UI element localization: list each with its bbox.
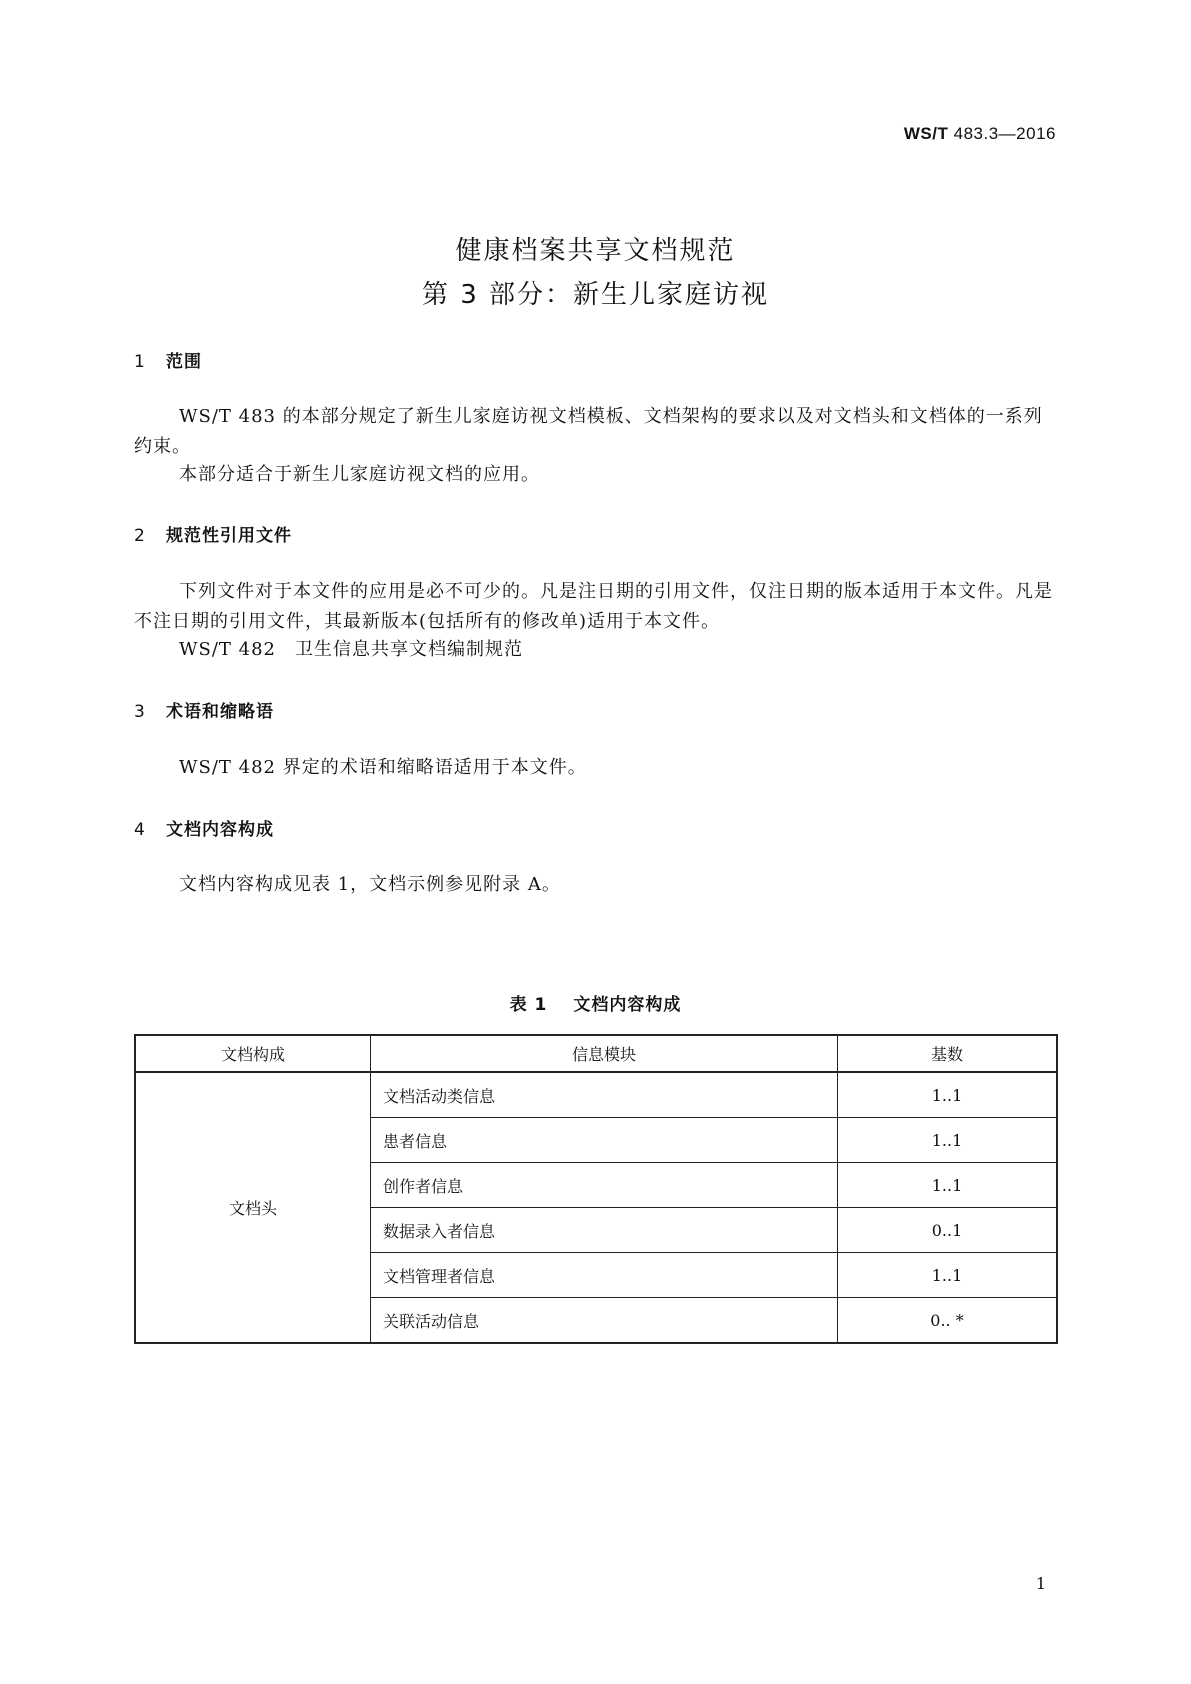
section-1-paragraph-1: WS/T 483 的本部分规定了新生儿家庭访视文档模板、文档架构的要求以及对文档头和文档体的一系列约束。 — [134, 406, 1043, 457]
section-number: 4 — [134, 820, 146, 840]
module-cell: 文档管理者信息 — [371, 1253, 838, 1298]
standard-code — [904, 124, 1056, 144]
section-number: 2 — [134, 526, 146, 546]
section-3-paragraph-1: WS/T 482 界定的术语和缩略语适用于本文件。 — [179, 757, 587, 778]
section-2-heading — [134, 521, 292, 546]
content-structure-table — [134, 1034, 1058, 1344]
cardinality-cell: 1..1 — [838, 1118, 1058, 1163]
section-2-paragraph-1: 下列文件对于本文件的应用是必不可少的。凡是注日期的引用文件，仅注日期的版本适用于本文件。凡是不注日期的引用文件，其最新版本(包括所有的修改单)适用于本文件。 — [134, 581, 1053, 632]
module-cell: 数据录入者信息 — [371, 1208, 838, 1253]
cardinality-cell: 0.. * — [838, 1298, 1058, 1344]
module-cell: 创作者信息 — [371, 1163, 838, 1208]
section-number: 3 — [134, 702, 146, 722]
section-title: 文档内容构成 — [166, 820, 274, 840]
column-header-module: 信息模块 — [371, 1035, 838, 1072]
section-1-paragraph-2: 本部分适合于新生儿家庭访视文档的应用。 — [179, 464, 540, 485]
module-cell: 文档活动类信息 — [371, 1072, 838, 1118]
table-caption-title: 文档内容构成 — [573, 995, 682, 1015]
module-cell: 关联活动信息 — [371, 1298, 838, 1344]
table-caption — [0, 990, 1191, 1015]
document-subtitle: 第 3 部分：新生儿家庭访视 — [421, 280, 770, 310]
module-cell: 患者信息 — [371, 1118, 838, 1163]
section-4-heading — [134, 815, 274, 840]
section-2-reference: WS/T 482 卫生信息共享文档编制规范 — [179, 639, 523, 660]
page-number: 1 — [1035, 1574, 1046, 1593]
cardinality-cell: 1..1 — [838, 1163, 1058, 1208]
table-row — [135, 1072, 1057, 1118]
section-4-paragraph-1: 文档内容构成见表 1，文档示例参见附录 A。 — [179, 874, 561, 895]
table-caption-label: 表 1 — [509, 995, 548, 1015]
column-header-cardinality: 基数 — [838, 1035, 1058, 1072]
standard-code-number: 483.3—2016 — [953, 124, 1056, 143]
section-3-heading — [134, 697, 274, 722]
cardinality-cell: 0..1 — [838, 1208, 1058, 1253]
table-header-row — [135, 1035, 1057, 1072]
section-title: 规范性引用文件 — [166, 526, 292, 546]
standard-code-prefix: WS/T — [903, 124, 949, 143]
section-title: 范围 — [166, 352, 202, 372]
section-title: 术语和缩略语 — [166, 702, 274, 722]
section-1-heading — [134, 347, 202, 372]
document-title: 健康档案共享文档规范 — [455, 236, 736, 266]
group-cell-document-header: 文档头 — [135, 1072, 371, 1343]
cardinality-cell: 1..1 — [838, 1253, 1058, 1298]
section-number: 1 — [134, 352, 146, 372]
cardinality-cell: 1..1 — [838, 1072, 1058, 1118]
column-header-composition: 文档构成 — [135, 1035, 371, 1072]
